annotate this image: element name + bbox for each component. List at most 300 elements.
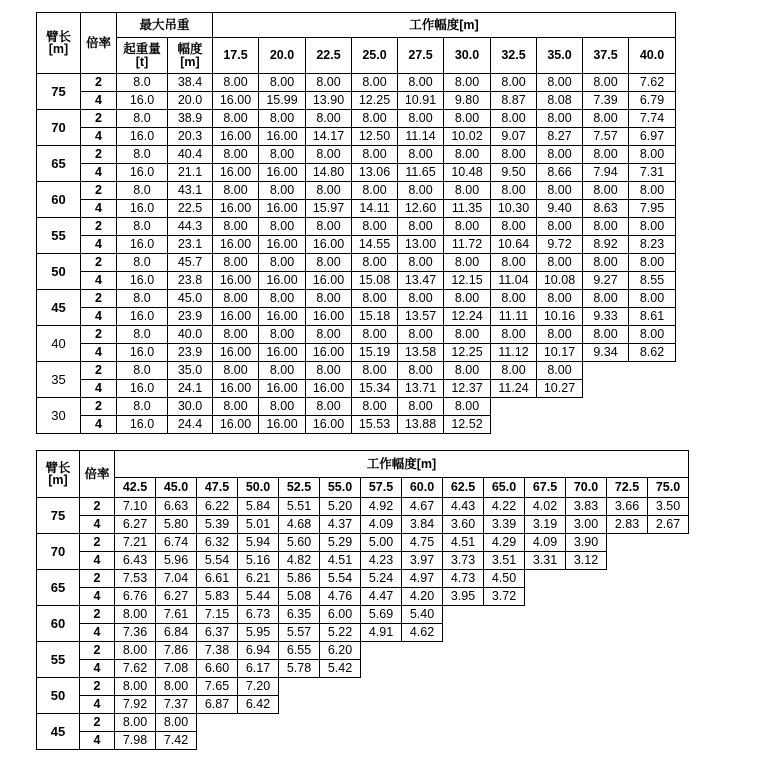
max-radius-cell: 21.1 — [168, 164, 213, 182]
capacity-cell: 4.43 — [443, 498, 484, 516]
capacity-cell: 8.00 — [398, 326, 444, 344]
radius-column-header: 32.5 — [491, 38, 537, 74]
capacity-cell: 8.00 — [213, 326, 259, 344]
capacity-cell: 3.19 — [525, 516, 566, 534]
capacity-cell: 4.50 — [484, 570, 525, 588]
empty-cell — [491, 398, 676, 416]
max-radius-cell: 45.0 — [168, 290, 213, 308]
max-load-cell: 16.0 — [117, 416, 168, 434]
capacity-cell: 7.57 — [583, 128, 629, 146]
capacity-cell: 7.42 — [156, 732, 197, 750]
table-row — [37, 398, 676, 416]
capacity-cell: 8.62 — [629, 344, 676, 362]
table-row — [37, 326, 676, 344]
arm-length-cell: 70 — [37, 110, 81, 146]
capacity-cell: 16.00 — [213, 200, 259, 218]
rate-cell: 2 — [80, 714, 115, 732]
capacity-cell: 8.00 — [306, 182, 352, 200]
empty-cell — [607, 552, 689, 570]
radius-column-header: 60.0 — [402, 478, 443, 498]
capacity-cell: 11.14 — [398, 128, 444, 146]
capacity-cell: 16.00 — [306, 380, 352, 398]
table-row — [37, 732, 689, 750]
max-radius-cell: 24.4 — [168, 416, 213, 434]
arm-length-cell: 45 — [37, 290, 81, 326]
capacity-cell: 4.02 — [525, 498, 566, 516]
capacity-cell: 10.91 — [398, 92, 444, 110]
capacity-cell: 16.00 — [306, 344, 352, 362]
capacity-cell: 8.00 — [213, 146, 259, 164]
capacity-cell: 13.71 — [398, 380, 444, 398]
radius-column-header: 37.5 — [583, 38, 629, 74]
capacity-cell: 4.91 — [361, 624, 402, 642]
table-row — [37, 624, 689, 642]
empty-cell — [361, 642, 689, 660]
capacity-cell: 16.00 — [306, 272, 352, 290]
capacity-cell: 10.30 — [491, 200, 537, 218]
capacity-cell: 5.51 — [279, 498, 320, 516]
max-load-cell: 8.0 — [117, 254, 168, 272]
table-row — [37, 588, 689, 606]
max-radius-cell: 22.5 — [168, 200, 213, 218]
capacity-cell: 5.54 — [320, 570, 361, 588]
capacity-cell: 3.97 — [402, 552, 443, 570]
capacity-cell: 16.00 — [213, 164, 259, 182]
capacity-cell: 8.00 — [352, 326, 398, 344]
table-row — [37, 642, 689, 660]
capacity-cell: 12.50 — [352, 128, 398, 146]
capacity-cell: 8.00 — [213, 398, 259, 416]
capacity-cell: 6.94 — [238, 642, 279, 660]
capacity-cell: 7.65 — [197, 678, 238, 696]
radius-header: 幅度 [m] — [168, 38, 213, 74]
capacity-cell: 3.95 — [443, 588, 484, 606]
max-radius-cell: 24.1 — [168, 380, 213, 398]
capacity-cell: 10.08 — [537, 272, 583, 290]
capacity-cell: 6.32 — [197, 534, 238, 552]
table-row — [37, 552, 689, 570]
capacity-cell: 7.98 — [115, 732, 156, 750]
capacity-cell: 3.83 — [566, 498, 607, 516]
capacity-cell: 8.00 — [583, 218, 629, 236]
capacity-cell: 7.39 — [583, 92, 629, 110]
capacity-cell: 5.01 — [238, 516, 279, 534]
capacity-cell: 8.00 — [352, 362, 398, 380]
capacity-cell: 8.00 — [491, 218, 537, 236]
capacity-cell: 3.72 — [484, 588, 525, 606]
capacity-cell: 7.15 — [197, 606, 238, 624]
radius-column-header: 57.5 — [361, 478, 402, 498]
radius-column-header: 42.5 — [115, 478, 156, 498]
capacity-cell: 8.63 — [583, 200, 629, 218]
capacity-cell: 3.60 — [443, 516, 484, 534]
capacity-cell: 8.00 — [398, 290, 444, 308]
rate-cell: 2 — [81, 398, 117, 416]
capacity-cell: 8.00 — [583, 74, 629, 92]
capacity-cell: 12.60 — [398, 200, 444, 218]
rate-cell: 4 — [80, 516, 115, 534]
max-radius-cell: 20.3 — [168, 128, 213, 146]
capacity-cell: 5.69 — [361, 606, 402, 624]
capacity-cell: 6.76 — [115, 588, 156, 606]
capacity-cell: 8.00 — [259, 146, 306, 164]
capacity-cell: 8.00 — [306, 362, 352, 380]
arm-length-cell: 60 — [37, 606, 80, 642]
capacity-cell: 11.24 — [491, 380, 537, 398]
max-load-cell: 16.0 — [117, 344, 168, 362]
capacity-cell: 8.00 — [259, 182, 306, 200]
capacity-cell: 8.00 — [156, 678, 197, 696]
table-row — [37, 380, 676, 398]
capacity-cell: 8.00 — [352, 110, 398, 128]
capacity-cell: 5.00 — [361, 534, 402, 552]
table-row — [37, 200, 676, 218]
capacity-cell: 4.68 — [279, 516, 320, 534]
max-radius-cell: 23.1 — [168, 236, 213, 254]
max-load-cell: 16.0 — [117, 92, 168, 110]
capacity-cell: 7.38 — [197, 642, 238, 660]
capacity-cell: 14.17 — [306, 128, 352, 146]
capacity-cell: 8.00 — [444, 110, 491, 128]
empty-cell — [443, 624, 689, 642]
capacity-cell: 5.40 — [402, 606, 443, 624]
rate-cell: 4 — [81, 380, 117, 398]
rate-cell: 2 — [80, 642, 115, 660]
capacity-cell: 8.87 — [491, 92, 537, 110]
arm-length-cell: 60 — [37, 182, 81, 218]
table-row — [37, 344, 676, 362]
capacity-cell: 3.50 — [648, 498, 689, 516]
capacity-cell: 8.00 — [583, 182, 629, 200]
capacity-cell: 10.27 — [537, 380, 583, 398]
capacity-cell: 5.78 — [279, 660, 320, 678]
capacity-cell: 5.95 — [238, 624, 279, 642]
capacity-cell: 3.84 — [402, 516, 443, 534]
capacity-cell: 9.33 — [583, 308, 629, 326]
arm-length-cell: 30 — [37, 398, 81, 434]
capacity-cell: 8.00 — [537, 290, 583, 308]
capacity-cell: 16.00 — [213, 92, 259, 110]
rate-cell: 2 — [81, 110, 117, 128]
max-radius-cell: 44.3 — [168, 218, 213, 236]
capacity-cell: 12.24 — [444, 308, 491, 326]
table-row — [37, 678, 689, 696]
max-load-cell: 16.0 — [117, 236, 168, 254]
arm-length-cell: 75 — [37, 74, 81, 110]
capacity-cell: 13.00 — [398, 236, 444, 254]
capacity-cell: 10.02 — [444, 128, 491, 146]
capacity-cell: 14.55 — [352, 236, 398, 254]
empty-cell — [525, 588, 689, 606]
rate-cell: 4 — [81, 92, 117, 110]
capacity-cell: 8.08 — [537, 92, 583, 110]
capacity-cell: 5.42 — [320, 660, 361, 678]
capacity-cell: 3.31 — [525, 552, 566, 570]
max-load-cell: 8.0 — [117, 110, 168, 128]
capacity-cell: 8.00 — [352, 218, 398, 236]
capacity-cell: 7.53 — [115, 570, 156, 588]
capacity-cell: 7.08 — [156, 660, 197, 678]
capacity-cell: 8.00 — [306, 398, 352, 416]
capacity-cell: 8.00 — [444, 74, 491, 92]
empty-cell — [525, 570, 689, 588]
capacity-cell: 6.27 — [156, 588, 197, 606]
table-row — [37, 236, 676, 254]
capacity-cell: 11.35 — [444, 200, 491, 218]
max-load-cell: 8.0 — [117, 146, 168, 164]
capacity-cell: 16.00 — [259, 236, 306, 254]
empty-cell — [583, 380, 676, 398]
capacity-cell: 15.97 — [306, 200, 352, 218]
rate-cell: 2 — [80, 534, 115, 552]
capacity-cell: 9.07 — [491, 128, 537, 146]
rate-cell: 4 — [81, 164, 117, 182]
arm-length-cell: 50 — [37, 678, 80, 714]
capacity-cell: 8.00 — [259, 290, 306, 308]
capacity-cell: 4.09 — [525, 534, 566, 552]
radius-column-header: 65.0 — [484, 478, 525, 498]
capacity-cell: 8.00 — [306, 326, 352, 344]
capacity-cell: 8.00 — [583, 110, 629, 128]
rate-cell: 4 — [81, 344, 117, 362]
capacity-cell: 8.00 — [629, 218, 676, 236]
capacity-cell: 16.00 — [306, 416, 352, 434]
capacity-cell: 16.00 — [259, 164, 306, 182]
capacity-cell: 4.23 — [361, 552, 402, 570]
rate-cell: 4 — [81, 416, 117, 434]
capacity-cell: 4.82 — [279, 552, 320, 570]
capacity-cell: 6.35 — [279, 606, 320, 624]
max-load-cell: 8.0 — [117, 398, 168, 416]
max-radius-cell: 45.7 — [168, 254, 213, 272]
capacity-cell: 8.00 — [398, 146, 444, 164]
capacity-cell: 10.48 — [444, 164, 491, 182]
capacity-cell: 8.00 — [352, 146, 398, 164]
capacity-cell: 16.00 — [259, 200, 306, 218]
capacity-cell: 4.29 — [484, 534, 525, 552]
capacity-cell: 14.80 — [306, 164, 352, 182]
capacity-cell: 8.00 — [491, 326, 537, 344]
table-row — [37, 128, 676, 146]
capacity-cell: 5.08 — [279, 588, 320, 606]
empty-cell — [197, 714, 689, 732]
capacity-cell: 7.10 — [115, 498, 156, 516]
rate-cell: 4 — [81, 308, 117, 326]
capacity-cell: 8.00 — [306, 254, 352, 272]
capacity-cell: 8.00 — [259, 74, 306, 92]
capacity-cell: 8.00 — [583, 254, 629, 272]
capacity-cell: 4.22 — [484, 498, 525, 516]
capacity-cell: 9.72 — [537, 236, 583, 254]
capacity-cell: 8.00 — [398, 74, 444, 92]
capacity-cell: 7.61 — [156, 606, 197, 624]
table-row — [37, 290, 676, 308]
capacity-cell: 16.00 — [213, 416, 259, 434]
capacity-cell: 8.00 — [259, 398, 306, 416]
table-row — [37, 534, 689, 552]
capacity-cell: 13.57 — [398, 308, 444, 326]
rate-cell: 2 — [80, 570, 115, 588]
capacity-cell: 15.34 — [352, 380, 398, 398]
capacity-cell: 8.23 — [629, 236, 676, 254]
table-row — [37, 696, 689, 714]
capacity-cell: 8.00 — [491, 110, 537, 128]
capacity-cell: 7.94 — [583, 164, 629, 182]
capacity-cell: 8.00 — [306, 146, 352, 164]
capacity-cell: 5.94 — [238, 534, 279, 552]
table-row — [37, 714, 689, 732]
capacity-cell: 7.31 — [629, 164, 676, 182]
capacity-cell: 3.66 — [607, 498, 648, 516]
empty-cell — [491, 416, 676, 434]
rate-cell: 4 — [81, 236, 117, 254]
table-row — [37, 218, 676, 236]
max-radius-cell: 23.8 — [168, 272, 213, 290]
capacity-cell: 8.00 — [444, 326, 491, 344]
rate-cell: 2 — [81, 326, 117, 344]
empty-cell — [279, 678, 689, 696]
max-radius-cell: 40.0 — [168, 326, 213, 344]
capacity-cell: 16.00 — [213, 380, 259, 398]
arm-length-cell: 55 — [37, 642, 80, 678]
capacity-cell: 4.09 — [361, 516, 402, 534]
capacity-cell: 5.24 — [361, 570, 402, 588]
capacity-cell: 6.63 — [156, 498, 197, 516]
capacity-cell: 8.00 — [398, 218, 444, 236]
capacity-cell: 16.00 — [259, 128, 306, 146]
capacity-cell: 8.00 — [444, 218, 491, 236]
rate-cell: 2 — [80, 606, 115, 624]
rate-cell: 2 — [80, 678, 115, 696]
table-row — [37, 416, 676, 434]
table-row — [37, 110, 676, 128]
capacity-cell: 8.00 — [629, 182, 676, 200]
capacity-cell: 8.27 — [537, 128, 583, 146]
capacity-cell: 8.00 — [629, 254, 676, 272]
max-load-cell: 16.0 — [117, 380, 168, 398]
capacity-cell: 4.92 — [361, 498, 402, 516]
arm-length-cell: 65 — [37, 146, 81, 182]
radius-column-header: 40.0 — [629, 38, 676, 74]
capacity-cell: 8.00 — [115, 606, 156, 624]
rate-cell: 4 — [80, 588, 115, 606]
capacity-cell: 8.00 — [537, 326, 583, 344]
capacity-cell: 8.00 — [491, 182, 537, 200]
capacity-cell: 5.60 — [279, 534, 320, 552]
max-load-cell: 16.0 — [117, 272, 168, 290]
capacity-cell: 8.00 — [213, 182, 259, 200]
capacity-cell: 12.52 — [444, 416, 491, 434]
max-load-cell: 8.0 — [117, 362, 168, 380]
capacity-cell: 5.20 — [320, 498, 361, 516]
capacity-cell: 8.00 — [537, 74, 583, 92]
capacity-cell: 4.51 — [320, 552, 361, 570]
radius-column-header: 47.5 — [197, 478, 238, 498]
capacity-cell: 8.00 — [629, 290, 676, 308]
radius-column-header: 35.0 — [537, 38, 583, 74]
rate-cell: 4 — [81, 128, 117, 146]
capacity-cell: 3.00 — [566, 516, 607, 534]
capacity-cell: 16.00 — [259, 308, 306, 326]
capacity-cell: 5.22 — [320, 624, 361, 642]
capacity-cell: 8.00 — [537, 110, 583, 128]
load-chart-table-1 — [36, 12, 676, 434]
table-row — [37, 308, 676, 326]
capacity-cell: 8.00 — [259, 110, 306, 128]
capacity-cell: 8.00 — [444, 146, 491, 164]
arm-length-header: 臂长 [m] — [37, 13, 81, 74]
empty-cell — [361, 660, 689, 678]
capacity-cell: 12.15 — [444, 272, 491, 290]
max-load-header: 最大吊重 — [117, 13, 213, 38]
max-load-cell: 8.0 — [117, 182, 168, 200]
radius-column-header: 20.0 — [259, 38, 306, 74]
capacity-cell: 13.90 — [306, 92, 352, 110]
rate-cell: 4 — [80, 624, 115, 642]
capacity-cell: 8.00 — [259, 326, 306, 344]
arm-length-cell: 50 — [37, 254, 81, 290]
radius-column-header: 67.5 — [525, 478, 566, 498]
capacity-cell: 8.00 — [444, 398, 491, 416]
capacity-cell: 16.00 — [306, 236, 352, 254]
max-radius-cell: 35.0 — [168, 362, 213, 380]
capacity-cell: 8.00 — [629, 326, 676, 344]
radius-column-header: 25.0 — [352, 38, 398, 74]
table-row — [37, 660, 689, 678]
capacity-cell: 8.92 — [583, 236, 629, 254]
rate-cell: 2 — [81, 146, 117, 164]
capacity-cell: 8.00 — [213, 218, 259, 236]
table-row — [37, 498, 689, 516]
capacity-cell: 4.47 — [361, 588, 402, 606]
max-load-cell: 8.0 — [117, 290, 168, 308]
table-row — [37, 182, 676, 200]
capacity-cell: 11.65 — [398, 164, 444, 182]
capacity-cell: 8.00 — [398, 182, 444, 200]
arm-length-cell: 65 — [37, 570, 80, 606]
max-radius-cell: 38.9 — [168, 110, 213, 128]
capacity-cell: 6.20 — [320, 642, 361, 660]
capacity-cell: 6.27 — [115, 516, 156, 534]
rate-cell: 4 — [80, 732, 115, 750]
table-row — [37, 272, 676, 290]
capacity-cell: 8.00 — [259, 254, 306, 272]
capacity-cell: 4.51 — [443, 534, 484, 552]
capacity-cell: 8.00 — [115, 714, 156, 732]
radius-column-header: 62.5 — [443, 478, 484, 498]
capacity-cell: 16.00 — [259, 272, 306, 290]
capacity-cell: 8.00 — [259, 218, 306, 236]
radius-column-header: 70.0 — [566, 478, 607, 498]
capacity-cell: 8.00 — [444, 254, 491, 272]
empty-cell — [443, 606, 689, 624]
capacity-cell: 3.90 — [566, 534, 607, 552]
capacity-cell: 16.00 — [259, 380, 306, 398]
radius-column-header: 72.5 — [607, 478, 648, 498]
capacity-cell: 7.62 — [629, 74, 676, 92]
capacity-cell: 6.21 — [238, 570, 279, 588]
capacity-cell: 6.74 — [156, 534, 197, 552]
capacity-cell: 4.76 — [320, 588, 361, 606]
empty-cell — [197, 732, 689, 750]
capacity-cell: 3.73 — [443, 552, 484, 570]
table-row — [37, 606, 689, 624]
rate-cell: 4 — [81, 200, 117, 218]
capacity-cell: 6.60 — [197, 660, 238, 678]
rate-cell: 2 — [81, 290, 117, 308]
radius-column-header: 30.0 — [444, 38, 491, 74]
capacity-cell: 13.47 — [398, 272, 444, 290]
